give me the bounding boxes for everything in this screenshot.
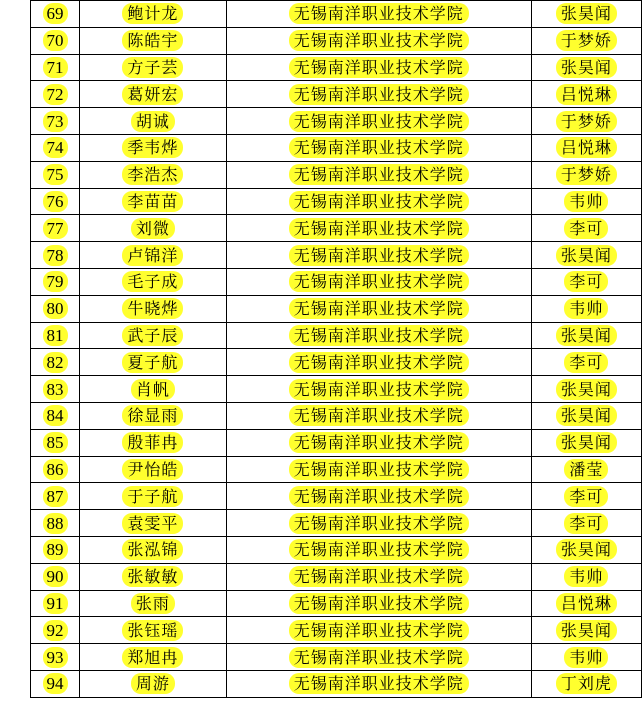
teacher-name-cell (531, 536, 641, 563)
row-number-cell (31, 242, 80, 269)
row-number-cell (31, 295, 80, 322)
teacher-name: 李可 (564, 513, 608, 534)
school-name: 无锡南洋职业技术学院 (289, 566, 469, 587)
teacher-name: 张昊闻 (556, 245, 617, 266)
school-name: 无锡南洋职业技术学院 (289, 298, 469, 319)
row-number-cell (31, 349, 80, 376)
student-name-cell (80, 456, 227, 483)
school-name-cell (226, 617, 531, 644)
row-number: 71 (43, 57, 68, 78)
teacher-name-cell (531, 510, 641, 537)
school-name-cell (226, 108, 531, 135)
row-number: 78 (43, 245, 68, 266)
school-name: 无锡南洋职业技术学院 (289, 30, 469, 51)
student-table (30, 0, 642, 698)
school-name-cell (226, 54, 531, 81)
table-row (31, 134, 642, 161)
school-name-cell (226, 188, 531, 215)
teacher-name-cell (531, 268, 641, 295)
row-number-cell (31, 536, 80, 563)
table-row (31, 27, 642, 54)
row-number-cell (31, 1, 80, 28)
school-name-cell (226, 349, 531, 376)
teacher-name-cell (531, 215, 641, 242)
school-name: 无锡南洋职业技术学院 (289, 647, 469, 668)
row-number-cell (31, 590, 80, 617)
teacher-name-cell (531, 161, 641, 188)
school-name-cell (226, 134, 531, 161)
school-name-cell (226, 510, 531, 537)
student-name: 肖帆 (131, 379, 175, 400)
student-name-cell (80, 349, 227, 376)
school-name: 无锡南洋职业技术学院 (289, 432, 469, 453)
school-name-cell (226, 376, 531, 403)
teacher-name: 李可 (564, 218, 608, 239)
table-row (31, 108, 642, 135)
student-name: 郑旭冉 (122, 647, 183, 668)
teacher-name: 韦帅 (564, 191, 608, 212)
teacher-name-cell (531, 81, 641, 108)
school-name: 无锡南洋职业技术学院 (289, 620, 469, 641)
teacher-name-cell (531, 483, 641, 510)
row-number-cell (31, 429, 80, 456)
teacher-name: 于梦娇 (556, 164, 617, 185)
school-name: 无锡南洋职业技术学院 (289, 271, 469, 292)
school-name-cell (226, 242, 531, 269)
student-name-cell (80, 322, 227, 349)
table-row (31, 188, 642, 215)
teacher-name: 韦帅 (564, 298, 608, 319)
row-number: 74 (43, 137, 68, 158)
table-row (31, 376, 642, 403)
table-row (31, 215, 642, 242)
student-name-cell (80, 644, 227, 671)
row-number-cell (31, 322, 80, 349)
school-name: 无锡南洋职业技术学院 (289, 352, 469, 373)
school-name: 无锡南洋职业技术学院 (289, 379, 469, 400)
student-name: 于子航 (122, 486, 183, 507)
table-row (31, 322, 642, 349)
row-number: 94 (43, 673, 68, 694)
row-number-cell (31, 134, 80, 161)
school-name: 无锡南洋职业技术学院 (289, 191, 469, 212)
teacher-name: 张昊闻 (556, 379, 617, 400)
student-name: 武子辰 (122, 325, 183, 346)
school-name-cell (226, 1, 531, 28)
school-name-cell (226, 644, 531, 671)
row-number: 88 (43, 513, 68, 534)
student-name: 张钰瑶 (122, 620, 183, 641)
teacher-name-cell (531, 349, 641, 376)
teacher-name: 吕悦琳 (556, 593, 617, 614)
table-row (31, 349, 642, 376)
student-name-cell (80, 242, 227, 269)
row-number: 91 (43, 593, 68, 614)
student-name-cell (80, 590, 227, 617)
student-name: 张雨 (131, 593, 175, 614)
table-row (31, 81, 642, 108)
teacher-name-cell (531, 188, 641, 215)
table-row (31, 161, 642, 188)
student-name: 季韦烨 (122, 137, 183, 158)
row-number: 84 (43, 405, 68, 426)
row-number: 83 (43, 379, 68, 400)
teacher-name-cell (531, 617, 641, 644)
student-name-cell (80, 536, 227, 563)
student-name-cell (80, 402, 227, 429)
student-name-cell (80, 188, 227, 215)
table-row (31, 242, 642, 269)
row-number-cell (31, 54, 80, 81)
teacher-name: 李可 (564, 486, 608, 507)
teacher-name-cell (531, 27, 641, 54)
row-number-cell (31, 670, 80, 697)
school-name: 无锡南洋职业技术学院 (289, 245, 469, 266)
student-name: 张泓锦 (122, 539, 183, 560)
student-name: 周游 (131, 673, 175, 694)
row-number-cell (31, 27, 80, 54)
student-name-cell (80, 215, 227, 242)
table-row (31, 483, 642, 510)
student-name: 徐显雨 (122, 405, 183, 426)
school-name-cell (226, 670, 531, 697)
student-name: 李苗苗 (122, 191, 183, 212)
student-name-cell (80, 563, 227, 590)
teacher-name: 韦帅 (564, 647, 608, 668)
table-row (31, 590, 642, 617)
student-name: 袁雯平 (122, 513, 183, 534)
teacher-name-cell (531, 1, 641, 28)
row-number-cell (31, 376, 80, 403)
student-name: 卢锦洋 (122, 245, 183, 266)
row-number-cell (31, 510, 80, 537)
school-name: 无锡南洋职业技术学院 (289, 593, 469, 614)
table-row (31, 670, 642, 697)
row-number: 90 (43, 566, 68, 587)
row-number: 87 (43, 486, 68, 507)
student-name-cell (80, 27, 227, 54)
teacher-name-cell (531, 108, 641, 135)
teacher-name-cell (531, 429, 641, 456)
row-number: 93 (43, 647, 68, 668)
school-name: 无锡南洋职业技术学院 (289, 3, 469, 24)
student-name-cell (80, 268, 227, 295)
row-number: 89 (43, 539, 68, 560)
student-name-cell (80, 108, 227, 135)
row-number: 81 (43, 325, 68, 346)
row-number: 75 (43, 164, 68, 185)
student-name: 牛晓烨 (122, 298, 183, 319)
school-name-cell (226, 563, 531, 590)
table-row (31, 54, 642, 81)
student-name-cell (80, 429, 227, 456)
school-name: 无锡南洋职业技术学院 (289, 459, 469, 480)
row-number: 79 (43, 271, 68, 292)
table-row (31, 268, 642, 295)
student-name-cell (80, 510, 227, 537)
row-number: 72 (43, 84, 68, 105)
school-name-cell (226, 536, 531, 563)
student-name-cell (80, 376, 227, 403)
row-number-cell (31, 188, 80, 215)
student-name-cell (80, 134, 227, 161)
teacher-name: 李可 (564, 271, 608, 292)
table-row (31, 536, 642, 563)
teacher-name: 张昊闻 (556, 57, 617, 78)
student-name-cell (80, 670, 227, 697)
row-number: 86 (43, 459, 68, 480)
student-name-cell (80, 161, 227, 188)
teacher-name: 于梦娇 (556, 111, 617, 132)
teacher-name-cell (531, 644, 641, 671)
table-row (31, 617, 642, 644)
teacher-name: 于梦娇 (556, 30, 617, 51)
student-name-cell (80, 54, 227, 81)
row-number: 85 (43, 432, 68, 453)
student-name: 毛子成 (122, 271, 183, 292)
school-name: 无锡南洋职业技术学院 (289, 405, 469, 426)
student-name: 刘微 (131, 218, 175, 239)
teacher-name-cell (531, 376, 641, 403)
school-name-cell (226, 322, 531, 349)
school-name: 无锡南洋职业技术学院 (289, 539, 469, 560)
teacher-name-cell (531, 456, 641, 483)
row-number: 76 (43, 191, 68, 212)
teacher-name-cell (531, 402, 641, 429)
row-number-cell (31, 617, 80, 644)
student-name: 鲍计龙 (122, 3, 183, 24)
school-name: 无锡南洋职业技术学院 (289, 673, 469, 694)
school-name-cell (226, 268, 531, 295)
student-name-cell (80, 617, 227, 644)
student-name: 胡诚 (131, 111, 175, 132)
school-name-cell (226, 456, 531, 483)
row-number: 73 (43, 111, 68, 132)
table-row (31, 644, 642, 671)
school-name: 无锡南洋职业技术学院 (289, 218, 469, 239)
student-name-cell (80, 483, 227, 510)
teacher-name-cell (531, 670, 641, 697)
row-number-cell (31, 402, 80, 429)
teacher-name: 吕悦琳 (556, 137, 617, 158)
row-number: 77 (43, 218, 68, 239)
row-number: 80 (43, 298, 68, 319)
row-number-cell (31, 644, 80, 671)
school-name: 无锡南洋职业技术学院 (289, 513, 469, 534)
table-row (31, 1, 642, 28)
school-name-cell (226, 215, 531, 242)
school-name: 无锡南洋职业技术学院 (289, 164, 469, 185)
teacher-name: 丁刘虎 (556, 673, 617, 694)
student-name: 李浩杰 (122, 164, 183, 185)
teacher-name: 张昊闻 (556, 325, 617, 346)
teacher-name-cell (531, 242, 641, 269)
row-number-cell (31, 161, 80, 188)
row-number-cell (31, 456, 80, 483)
teacher-name: 张昊闻 (556, 539, 617, 560)
teacher-name: 潘莹 (564, 459, 608, 480)
table-row (31, 295, 642, 322)
school-name-cell (226, 161, 531, 188)
row-number-cell (31, 563, 80, 590)
student-name-cell (80, 81, 227, 108)
row-number: 92 (43, 620, 68, 641)
row-number: 82 (43, 352, 68, 373)
student-name: 夏子航 (122, 352, 183, 373)
teacher-name-cell (531, 563, 641, 590)
row-number-cell (31, 81, 80, 108)
student-name-cell (80, 295, 227, 322)
row-number: 70 (43, 30, 68, 51)
table-row (31, 429, 642, 456)
school-name: 无锡南洋职业技术学院 (289, 486, 469, 507)
teacher-name: 张昊闻 (556, 3, 617, 24)
table-body (31, 1, 642, 698)
teacher-name-cell (531, 590, 641, 617)
row-number: 69 (43, 3, 68, 24)
student-name: 方子芸 (122, 57, 183, 78)
teacher-name-cell (531, 295, 641, 322)
school-name: 无锡南洋职业技术学院 (289, 57, 469, 78)
school-name-cell (226, 402, 531, 429)
teacher-name-cell (531, 54, 641, 81)
row-number-cell (31, 215, 80, 242)
school-name: 无锡南洋职业技术学院 (289, 325, 469, 346)
student-name: 陈皓宇 (122, 30, 183, 51)
teacher-name: 张昊闻 (556, 620, 617, 641)
teacher-name-cell (531, 134, 641, 161)
school-name-cell (226, 429, 531, 456)
teacher-name: 吕悦琳 (556, 84, 617, 105)
teacher-name: 韦帅 (564, 566, 608, 587)
row-number-cell (31, 483, 80, 510)
student-name-cell (80, 1, 227, 28)
teacher-name-cell (531, 322, 641, 349)
table-row (31, 402, 642, 429)
school-name: 无锡南洋职业技术学院 (289, 137, 469, 158)
teacher-name: 张昊闻 (556, 405, 617, 426)
student-name: 张敏敏 (122, 566, 183, 587)
table-row (31, 510, 642, 537)
student-name: 尹怡皓 (122, 459, 183, 480)
student-name: 殷菲冉 (122, 432, 183, 453)
school-name-cell (226, 590, 531, 617)
row-number-cell (31, 108, 80, 135)
school-name-cell (226, 27, 531, 54)
table-row (31, 456, 642, 483)
school-name: 无锡南洋职业技术学院 (289, 111, 469, 132)
table-row (31, 563, 642, 590)
school-name-cell (226, 295, 531, 322)
row-number-cell (31, 268, 80, 295)
school-name-cell (226, 483, 531, 510)
teacher-name: 张昊闻 (556, 432, 617, 453)
student-name: 葛妍宏 (122, 84, 183, 105)
school-name-cell (226, 81, 531, 108)
school-name: 无锡南洋职业技术学院 (289, 84, 469, 105)
teacher-name: 李可 (564, 352, 608, 373)
